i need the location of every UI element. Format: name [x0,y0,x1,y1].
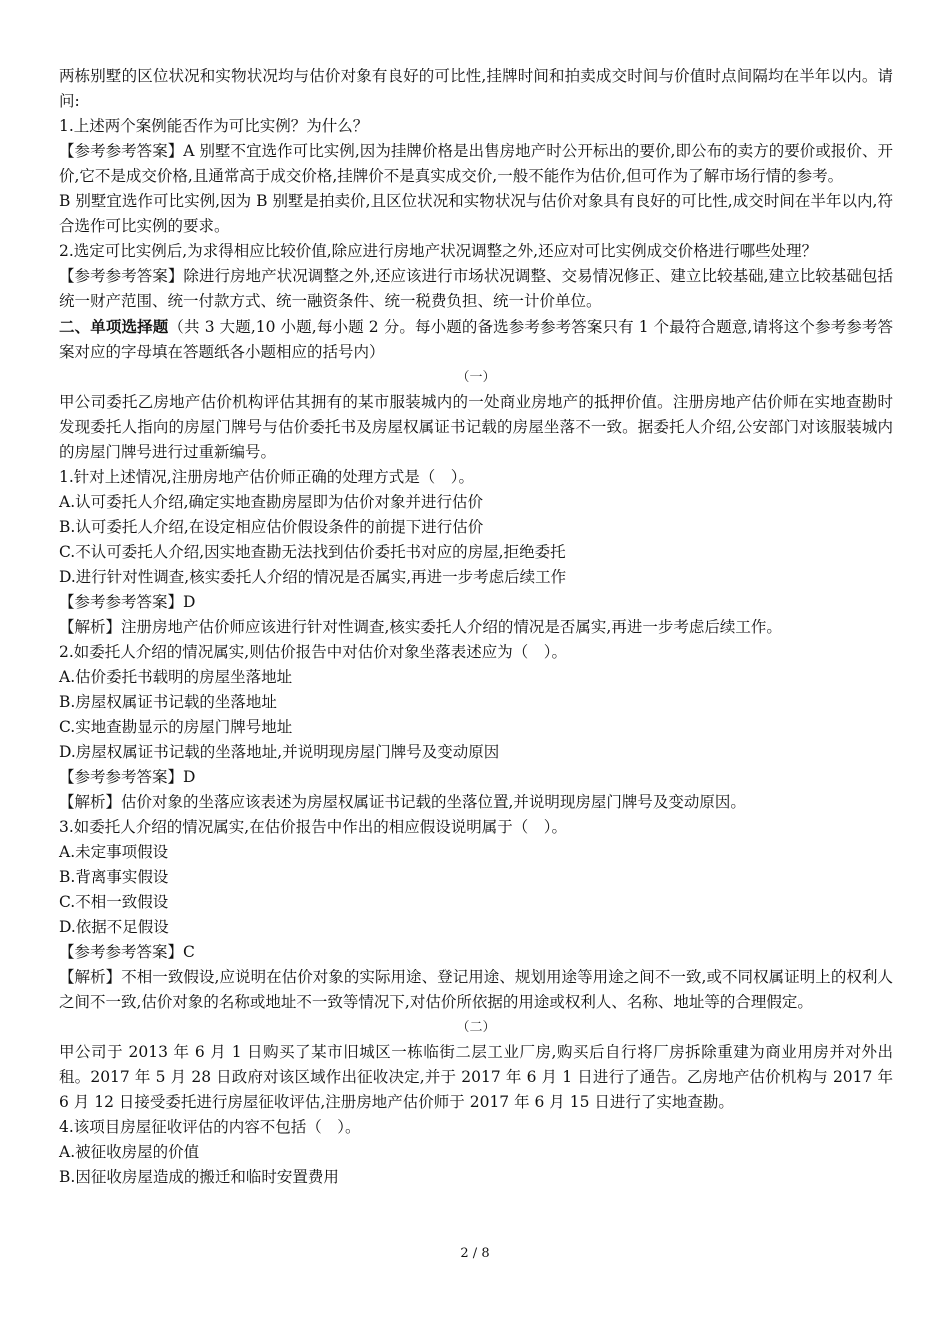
option-a: A.估价委托书载明的房屋坐落地址 [59,668,293,686]
option-a: A.未定事项假设 [59,843,169,861]
section-heading-title: 二、单项选择题 [59,317,169,336]
option-c: C.不相一致假设 [59,893,169,911]
page-content [59,64,893,1190]
option-c: C.实地查勘显示的房屋门牌号地址 [59,718,293,736]
answer-1a: 【参考参考答案】A 别墅不宜选作可比实例,因为挂牌价格是出售房地产时公开标出的要价,即公布的卖方的要价或报价、开价,它不是成交价格,且通常高于成交价格,挂牌价不是真实成交价,一般不能作为估价,但可作为了解市场行情的参考。 [59,142,893,185]
paragraph: 两栋别墅的区位状况和实物状况均与估价对象有良好的可比性,挂牌时间和拍卖成交时间与价值时点间隔均在半年以内。请问: [59,67,893,110]
mc-question-2: 2.如委托人介绍的情况属实,则估价报告中对估价对象坐落表述应为（ ）。 [59,643,567,661]
subsection-label: （一） [456,370,496,385]
option-c: C.不认可委托人介绍,因实地查勘无法找到估价委托书对应的房屋,拒绝委托 [59,543,566,561]
explanation: 【解析】不相一致假设,应说明在估价对象的实际用途、登记用途、规划用途等用途之间不一致,或不同权属证明上的权利人之间不一致,估价对象的名称或地址不一致等情况下,对估价所依据的用途或权利人、名称、地址等的合理假定。 [59,968,893,1011]
option-d: D.进行针对性调查,核实委托人介绍的情况是否属实,再进一步考虑后续工作 [59,568,567,586]
page-number: 2 / 8 [460,1246,490,1261]
option-a: A.被征收房屋的价值 [59,1143,200,1161]
option-d: D.依据不足假设 [59,918,169,936]
answer: 【参考参考答案】C [59,943,195,961]
option-b: B.因征收房屋造成的搬迁和临时安置费用 [59,1168,339,1186]
option-a: A.认可委托人介绍,确定实地查勘房屋即为估价对象并进行估价 [59,493,484,511]
option-d: D.房屋权属证书记载的坐落地址,并说明现房屋门牌号及变动原因 [59,743,500,761]
option-b: B.背离事实假设 [59,868,169,886]
mc-question-3: 3.如委托人介绍的情况属实,在估价报告中作出的相应假设说明属于（ ）。 [59,818,567,836]
mc-question-4: 4.该项目房屋征收评估的内容不包括（ ）。 [59,1118,361,1136]
answer-2: 【参考参考答案】除进行房地产状况调整之外,还应该进行市场状况调整、交易情况修正、建立比较基础,建立比较基础包括统一财产范围、统一付款方式、统一融资条件、统一税费负担、统一计价单位。 [59,267,893,310]
option-b: B.房屋权属证书记载的坐落地址 [59,693,277,711]
explanation: 【解析】估价对象的坐落应该表述为房屋权属证书记载的坐落位置,并说明现房屋门牌号及变动原因。 [59,793,746,811]
explanation: 【解析】注册房地产估价师应该进行针对性调查,核实委托人介绍的情况是否属实,再进一步考虑后续工作。 [59,618,782,636]
case-description: 甲公司委托乙房地产估价机构评估其拥有的某市服装城内的一处商业房地产的抵押价值。注册房地产估价师在实地查勘时发现委托人指向的房屋门牌号与估价委托书及房屋权属证书记载的房屋坐落不一致。据委托人介绍,公安部门对该服装城内的房屋门牌号进行过重新编号。 [59,393,893,461]
section-heading [59,314,893,365]
mc-question-1: 1.针对上述情况,注册房地产估价师正确的处理方式是（ ）。 [59,468,474,486]
section-heading-note: （共 3 大题,10 小题,每小题 2 分。每小题的备选参考参考答案只有 1 个最符合题意,请将这个参考参考答案对应的字母填在答题纸各小题相应的括号内） [59,318,893,361]
question-1: 1.上述两个案例能否作为可比实例？为什么？ [59,117,369,135]
case-description: 甲公司于 2013 年 6 月 1 日购买了某市旧城区一栋临街二层工业厂房,购买后自行将厂房拆除重建为商业用房并对外出租。2017 年 5 月 28 日政府对该区域作出征收决定,并于 2017 年 6 月 1 日进行了通告。乙房地产估价机构与 2017 年 6 月 12 日接受委托进行房屋征收评估,注册房地产估价师于 2017 年 6 月 15 日进行了实地查勘。 [59,1043,893,1111]
answer: 【参考参考答案】D [59,768,196,786]
subsection-label: （二） [456,1020,496,1035]
answer-1b: B 别墅宜选作可比实例,因为 B 别墅是拍卖价,且区位状况和实物状况与估价对象具有良好的可比性,成交时间在半年以内,符合选作可比实例的要求。 [59,192,893,235]
answer: 【参考参考答案】D [59,593,196,611]
option-b: B.认可委托人介绍,在设定相应估价假设条件的前提下进行估价 [59,518,484,536]
question-2: 2.选定可比实例后,为求得相应比较价值,除应进行房地产状况调整之外,还应对可比实例成交价格进行哪些处理？ [59,242,818,260]
